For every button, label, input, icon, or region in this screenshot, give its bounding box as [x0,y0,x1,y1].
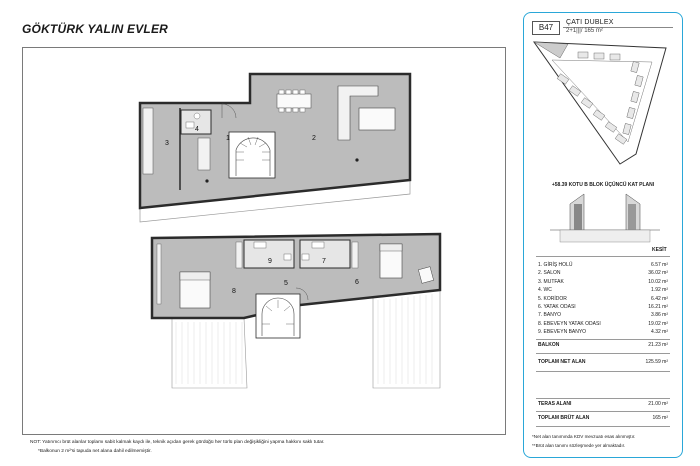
room-label-3: 3 [165,140,169,147]
divider [536,398,670,399]
list-item: 4. WC 1.92 m² [538,287,668,294]
site-plan-caption: +58.39 KOTU B BLOK ÜÇÜNCÜ KAT PLANI [551,182,655,188]
lower-floor-plan [152,234,440,388]
list-item: 8. EBEVEYN YATAK ODASI 19.02 m² [538,320,668,327]
divider [536,353,670,354]
note-net-area: *Net alan tanımında KDV mevzuatı esas alınmıştır. [532,434,636,439]
list-item: 9. EBEVEYN BANYO 4.32 m² [538,329,668,336]
room-label-4: 4 [195,126,199,133]
list-item: 2. SALON 36.02 m² [538,270,668,277]
room-label-8: 8 [232,288,236,295]
note-gross-area: **Brüt alan tanımı sözleşmede yer almaktadır. [532,443,626,448]
room-label-2: 2 [312,135,316,142]
list-item: 5. KORİDOR 6.42 m² [538,295,668,302]
unit-code: B47 [532,21,560,35]
room-label-7: 7 [322,258,326,265]
room-label-6: 6 [355,279,359,286]
list-item: 6. YATAK ODASI 16.21 m² [538,303,668,310]
unit-size: 2+1|||/ 165 m² [566,28,603,34]
divider [536,411,670,412]
room-label-9: 9 [268,258,272,265]
room-label-5: 5 [284,280,288,287]
stair-upper [229,132,275,178]
list-item: 1. GİRİŞ HOLÜ 6.57 m² [538,262,668,268]
divider [536,256,670,257]
section-label: KESİT [652,247,667,253]
site-plan [528,36,678,180]
room-label-1: 1 [226,135,230,142]
section-drawing [550,190,660,246]
divider [536,426,670,427]
note-plan-changes: NOT: Yatırımcı brüt alanlar toplamı sabit kalmak kaydı ile, teknik açıdan gerek gördüğü her türlü plan değişikliğini yapma hakkını saklı tutar. [30,440,325,445]
list-item: 3. MUTFAK 10.02 m² [538,278,668,285]
room-schedule [536,261,670,337]
divider [536,339,670,340]
divider [536,371,670,372]
stair-lower [256,294,300,338]
note-balcony: *Balkonun 2 m²'si tapuda net alana dahil edilmemiştir. [38,449,152,454]
upper-floor-plan [140,74,410,222]
list-item: 7. BANYO 3.86 m² [538,312,668,319]
unit-type: ÇATI DUBLEX [566,19,614,26]
page-title: GÖKTÜRK YALIN EVLER [22,22,169,36]
